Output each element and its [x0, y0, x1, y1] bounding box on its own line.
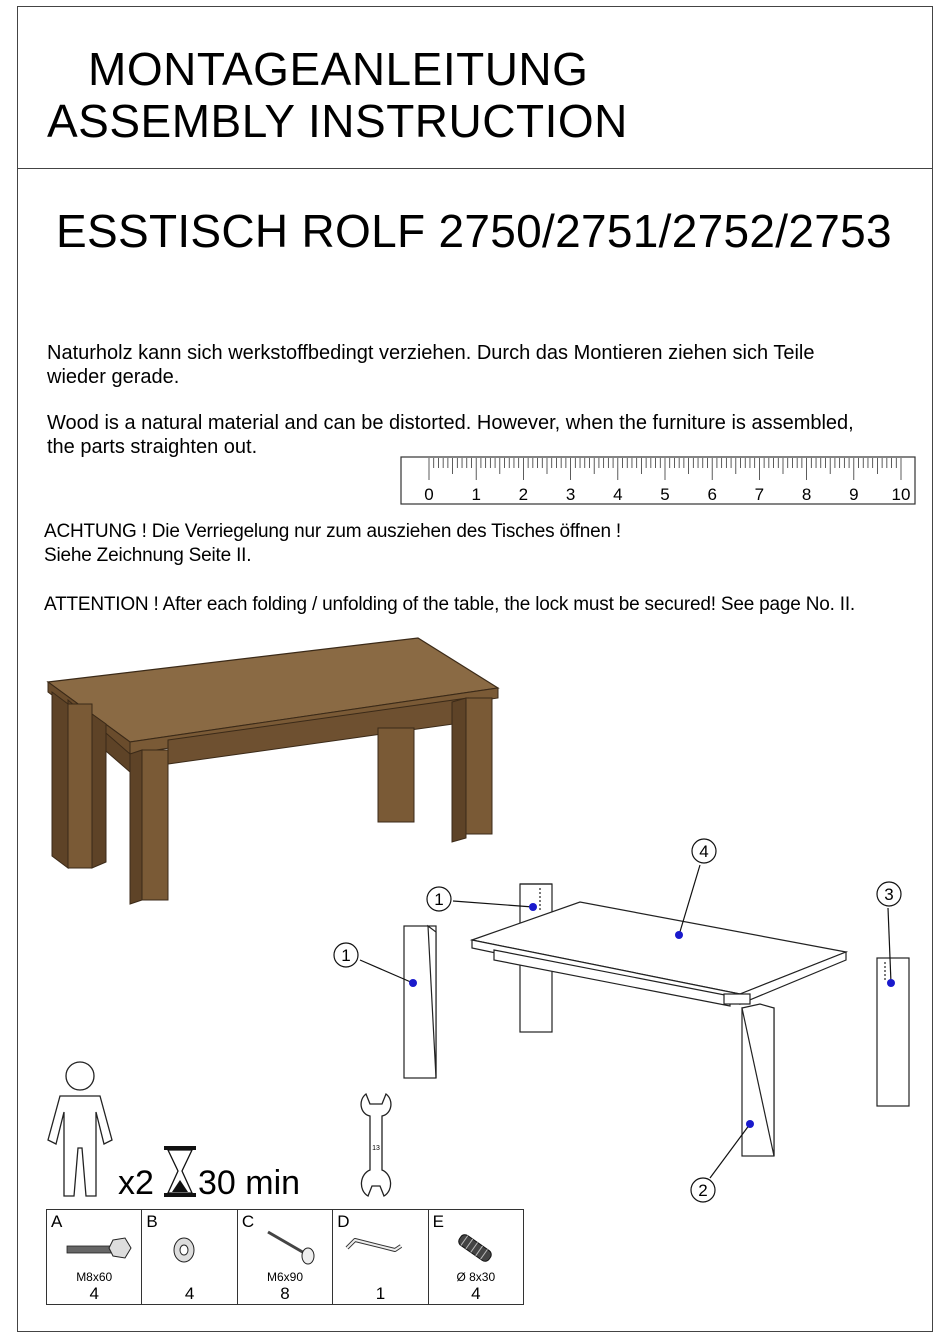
part-letter: C — [241, 1212, 255, 1231]
ruler-label: 4 — [613, 485, 623, 504]
part-quantity: 4 — [89, 1284, 99, 1303]
finished-table-illustration — [48, 638, 498, 904]
part-quantity: 4 — [184, 1284, 195, 1303]
allen-key-icon — [333, 1210, 428, 1270]
part-cell-c — [238, 1210, 333, 1304]
title-german: MONTAGEANLEITUNG — [88, 43, 589, 95]
part-spec: M6x90 — [267, 1270, 304, 1284]
part-quantity: 1 — [375, 1284, 386, 1303]
part-letter: E — [432, 1212, 444, 1231]
bolt-icon — [47, 1210, 142, 1270]
part-spec: M8x60 — [76, 1270, 113, 1284]
exploded-assembly-diagram — [404, 884, 909, 1156]
note-english-line2: the parts straighten out. — [47, 436, 258, 458]
part-spec: Ø 8x30 — [456, 1270, 496, 1284]
ruler-label: 5 — [660, 485, 670, 504]
part-cell-b — [142, 1210, 237, 1304]
ruler-label: 0 — [424, 485, 434, 504]
ruler-label: 3 — [565, 485, 576, 504]
ruler-label: 6 — [707, 485, 717, 504]
ruler-label: 8 — [801, 485, 812, 504]
part-letter: B — [146, 1212, 158, 1231]
washer-icon — [142, 1210, 237, 1270]
ruler-label: 2 — [518, 485, 529, 504]
note-german-line1: Naturholz kann sich werkstoffbedingt verziehen. Durch das Montieren ziehen sich Teile — [47, 342, 815, 364]
ruler-label: 10 — [891, 485, 911, 504]
note-german-line2: wieder gerade. — [47, 366, 180, 388]
ruler-label: 1 — [471, 485, 481, 504]
callout-3: 3 — [884, 885, 894, 904]
warning-english-line1: ATTENTION ! After each folding / unfolding of the table, the lock must be secured! See page No. II. — [44, 594, 856, 615]
warning-german-line2: Siehe Zeichnung Seite II. — [44, 545, 252, 566]
part-cell-a — [47, 1210, 142, 1304]
title-english: ASSEMBLY INSTRUCTION — [47, 95, 628, 147]
part-cell-e — [429, 1210, 523, 1304]
parts-table — [46, 1209, 524, 1305]
persons-count: x2 — [118, 1164, 154, 1202]
part-quantity: 4 — [471, 1284, 481, 1303]
person-icon — [48, 1062, 112, 1196]
connector-bolt-icon — [238, 1210, 333, 1270]
part-letter: D — [337, 1212, 350, 1231]
callout-4: 4 — [699, 842, 709, 861]
warning-german-line1: ACHTUNG ! Die Verriegelung nur zum ausziehen des Tisches öffnen ! — [44, 521, 621, 542]
ruler — [401, 457, 915, 504]
part-quantity: 8 — [280, 1284, 290, 1303]
callout-1-lower: 1 — [341, 946, 351, 965]
part-letter: A — [51, 1212, 63, 1231]
callout-1-upper: 1 — [434, 890, 444, 909]
assembly-time: 30 min — [198, 1164, 301, 1202]
product-model-title: ESSTISCH ROLF 2750/2751/2752/2753 — [56, 205, 892, 257]
part-cell-d — [333, 1210, 428, 1304]
callout-2: 2 — [698, 1181, 708, 1200]
wrench-size: 13 — [372, 1145, 380, 1152]
dowel-icon — [429, 1210, 524, 1270]
note-english-line1: Wood is a natural material and can be distorted. However, when the furniture is assembled, — [47, 412, 854, 434]
hourglass-icon — [164, 1146, 196, 1197]
ruler-label: 7 — [754, 485, 765, 504]
ruler-label: 9 — [849, 485, 859, 504]
